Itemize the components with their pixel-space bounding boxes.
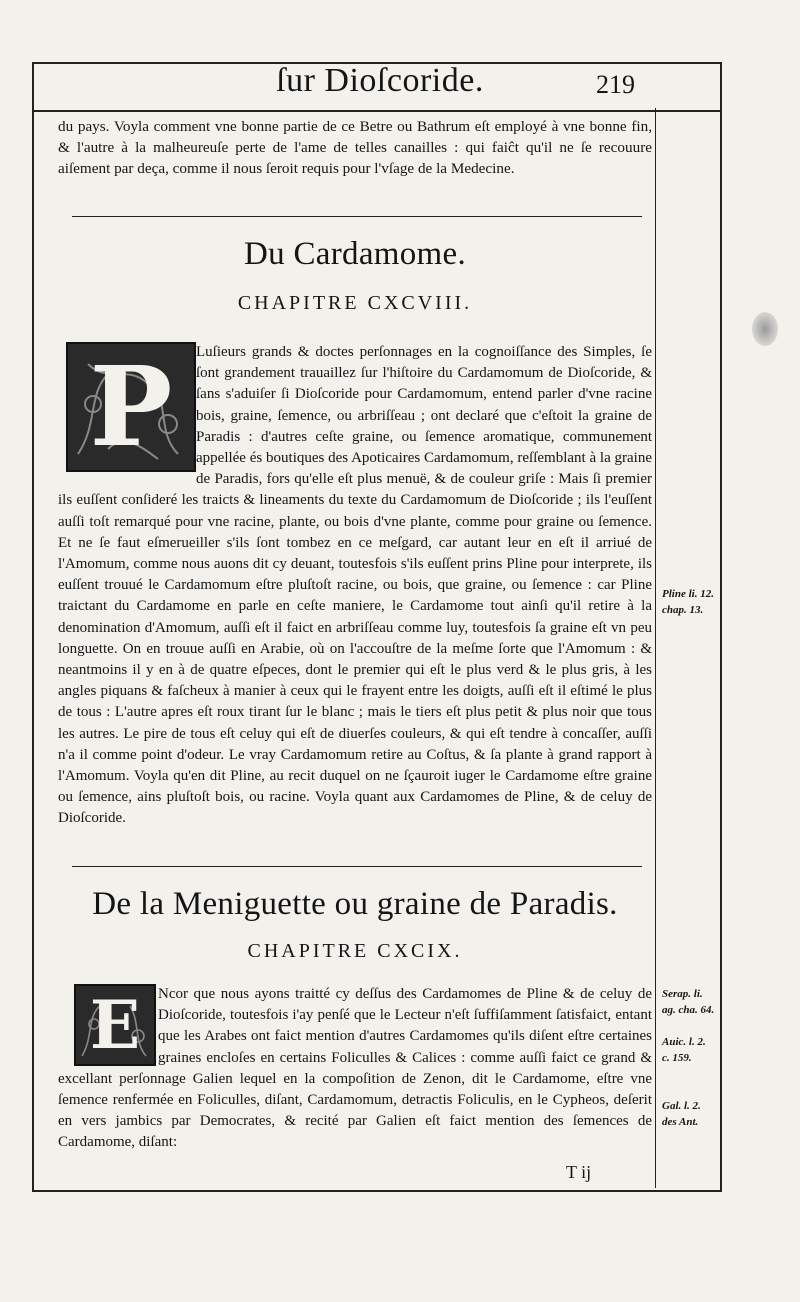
section-title: Du Cardamome. (243, 236, 466, 272)
decorated-initial-p: P (66, 342, 196, 472)
running-header: ſur Dioſcoride. (276, 62, 484, 99)
section-title: De la Meniguette ou graine de Paradis. (92, 886, 618, 922)
margin-note-auic: Auic. l. 2. c. 159. (662, 1036, 706, 1064)
signature-mark: T ij (566, 1162, 592, 1182)
decorated-initial-e: E (74, 984, 156, 1066)
margin-note-serap: Serap. li. ag. cha. 64. (662, 988, 715, 1016)
continued-paragraph: du pays. Voyla comment vne bonne partie de ce Betre ou Bathrum eſt employé à vne bonne fin, & l'autre à la malheureuſe perte de l'ame de telles canailles : qui faiĉt qu'il ne ſe recouure aiſement par deça, comme il nous ſeroit requis pour l'vſage de la Medecine. (58, 118, 652, 177)
chapter-label: CHAPITRE CXCIX. (247, 940, 463, 962)
margin-note-gal: Gal. l. 2. des Ant. (662, 1100, 701, 1128)
margin-note-pline: Pline li. 12. chap. 13. (662, 588, 714, 616)
chapter-198-body: Luſieurs grands & doctes perſonnages en la cognoiſſance des Simples, ſe ſont grandement trauaillez ſur l'hiſtoire du Cardamomum de Dioſcoride, & ſans s'aduiſer ſi Dioſcoride pour Cardamomum, entend parler d'vne racine bois, graine, ſemence, ou arbriſſeau ; ont declaré que c'eſtoit la graine de Paradis : d'autres ceſte graine, ou ſemence aromatique, communement appellée és boutiques des Apoticaires Cardamomum, reſſemblant à la graine de Paradis, fors qu'elle eſt plus menuë, & de couleur griſe : Mais ſi premier ils euſſent conſideré les traicts & lineaments du texte du Cardamomum de Dioſcoride ; ils l'euſſent auſſi toſt remarqué pour vne racine, plante, ou bois d'vne plante, comme pour graine ou ſemence. Et ne ſe faut eſmerueiller s'ils ſont tombez en ce meſgard, car autant leur en eſt il arriué de l'Amomum, comme nous auons dit cy deuant, toutesfois s'ils euſſent prins Pline pour interprete, ils euſſent trouué le Cardamomum eſtre pluſtoſt racine, ou bois, que graine, ou ſemence : car Pline traictant du Cardamome en parle en ceſte maniere, le Cardamome tout ainſi qu'il retire à la denomination d'Amomum, auſſi eſt il faict en arbriſſeau comme luy, toutesfois ſa graine eſt vn peu longuette. On en trouue auſſi en Arabie, où on l'accouſtre de la meſme ſorte que l'Amomum : & neantmoins il y en à de quatre eſpeces, dont le premier qui eſt le plus verd & le plus gris, à les angles piquans & faſcheux à manier à ceux qui le frayent entre les doigts, auſſi eſt il eſtimé le plus de tous : L'autre apres eſt roux tirant ſur le blanc ; mais le tiers eſt plus petit & plus noir que tous les autres. Le pire de tous eſt celuy qui eſt de diuerſes couleurs, & qui eſt tendre à concaſſer, auſſi n'a il comme point d'odeur. Le vray Cardamomum retire au Coſtus, & ſa plante à grand rapport à l'Amomum. Voyla qu'en dit Pline, au recit duquel on ne ſçauroit iuger le Cardamome eſtre graine ou ſemence, ains pluſtoſt bois, ou racine. Voyla quant aux Cardamomes de Pline, & de celuy de Dioſcoride. (58, 344, 652, 827)
section-divider (72, 216, 642, 217)
ink-smudge (752, 312, 778, 346)
page-number: 219 (596, 70, 635, 99)
section-divider (72, 866, 642, 867)
margin-rule (655, 108, 656, 1188)
chapter-199-body: Ncor que nous ayons traitté cy deſſus des Cardamomes de Pline & de celuy de Dioſcoride, toutesfois i'ay penſé que le Lecteur n'eſt ſuffiſamment ſatisfaict, entant que les Arabes ont faict mention d'autres Cardamomes qu'ils diſent eſtre certaines graines encloſes en certains Foliculles & Calices : comme auſſi faict ce grand & excellant perſonnage Galien lequel en la compoſition de Zenon, dit le Cardamome, eſtre vne ſemence renfermée en Foliculles, diſant, Cardamomum, detractis Foliculis, en le Cypheos, deſerit en vers jambics par Democrates, & recité par Galien eſt faict mention des ſemences de Cardamome, diſant: (58, 986, 652, 1151)
chapter-label: CHAPITRE CXCVIII. (237, 292, 473, 314)
